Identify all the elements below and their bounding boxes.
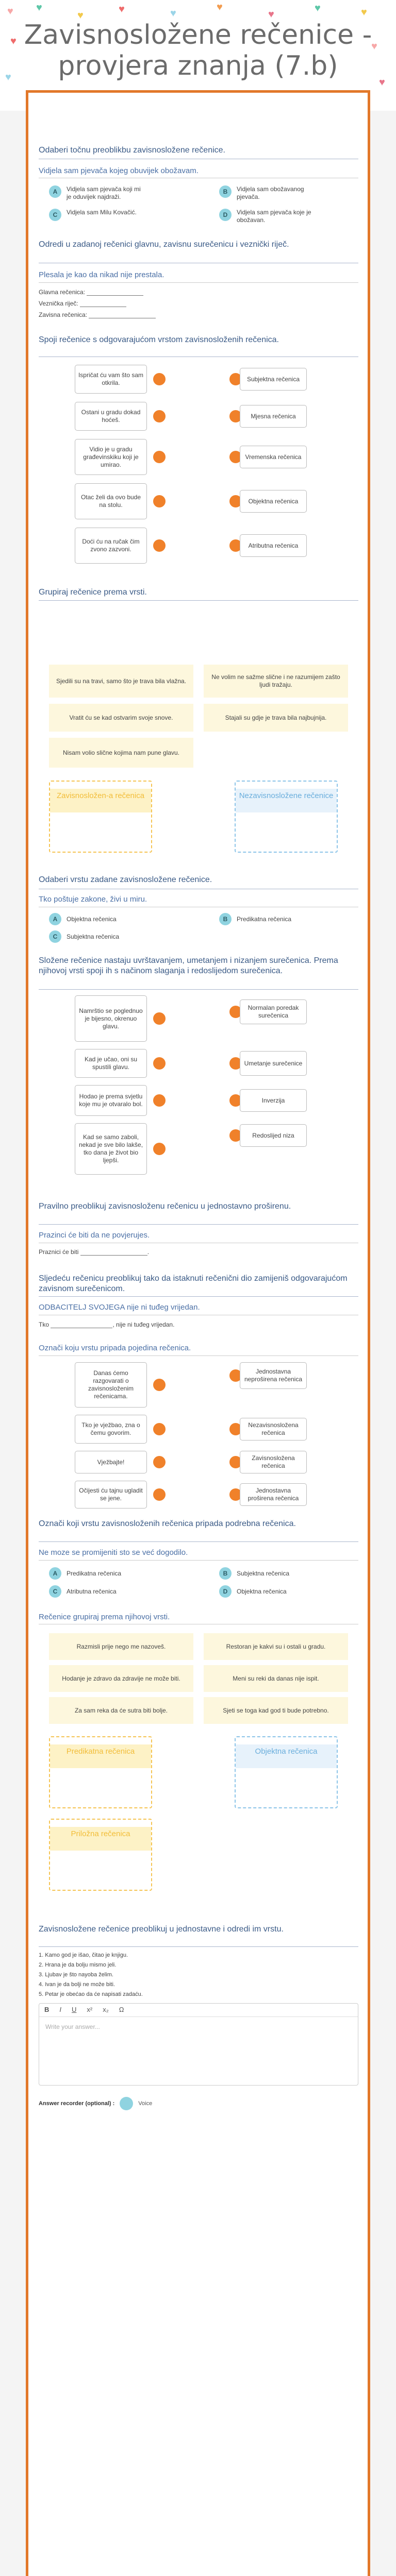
heart-icon: ♥	[268, 9, 274, 20]
match-right-item[interactable]: Atributna rečenica	[240, 534, 307, 557]
worksheet	[26, 90, 370, 2576]
option-letter: D	[219, 209, 232, 221]
match-handle[interactable]	[153, 1094, 166, 1107]
option-text: Vidjela sam pjevača koji mi je oduvijek najdraži.	[67, 185, 141, 200]
drop-zone-label: Nezavisnosloženе rečenice	[236, 789, 337, 812]
option-b[interactable]	[219, 913, 314, 925]
drop-zone-label: Priložna rečenica	[50, 1827, 151, 1851]
drop-zone[interactable]	[235, 781, 338, 853]
draggable-card[interactable]: Meni su reki da danas nije ispit.	[204, 1665, 348, 1692]
field-label: Praznici će biti	[39, 1248, 79, 1256]
bold-button[interactable]: B	[44, 2006, 50, 2013]
heart-icon: ♥	[217, 2, 223, 13]
option-text: Subjektna rečenica	[67, 933, 120, 940]
answer-line[interactable]	[87, 295, 143, 296]
divider	[39, 600, 358, 601]
question-sentence: Tko poštuje zakone, živi u miru.	[39, 895, 147, 904]
option-text: Vidjela sam pjevača koje je obožavan.	[237, 209, 311, 224]
field-label: Zavisna rečenica:	[39, 311, 88, 318]
sentence-line: 2. Hrana je da bolju mismo jeli.	[39, 1962, 117, 1968]
match-left-item[interactable]: Namrštio se poglednuo je bijesno, okrenuo glavu.	[75, 995, 147, 1042]
option-c[interactable]	[49, 930, 144, 943]
drop-zone[interactable]	[49, 1819, 152, 1891]
option-a[interactable]	[49, 913, 144, 925]
heart-icon: ♥	[379, 77, 385, 88]
question-title: Sljedeću rečenicu preoblikuj tako da istaknuti rečenični dio zamijeniš odgovarajućom zavisnom surečenicom.	[39, 1274, 348, 1293]
heart-icon: ♥	[36, 2, 42, 13]
drop-zone[interactable]	[49, 781, 152, 853]
sentence-line: 1. Kamo god je išao, čitao je knjigu.	[39, 1952, 128, 1958]
answer-line[interactable]	[80, 1255, 147, 1256]
heart-icon: ♥	[361, 7, 367, 18]
match-handle[interactable]	[153, 1012, 166, 1025]
match-left-item[interactable]: Danas ćemo razgovarati o zavisnosloženim rečenicama.	[75, 1362, 147, 1408]
divider	[39, 1296, 358, 1297]
match-right-item[interactable]: Objektna rečenica	[240, 490, 307, 513]
question-title: Pravilno preoblikuj zavisnosloženu rečenicu u jednostavno proširenu.	[39, 1202, 291, 1211]
match-right-item[interactable]: Redoslijed niza	[240, 1124, 307, 1147]
match-handle[interactable]	[153, 1379, 166, 1391]
match-left-item[interactable]: Hodao je prema svjetlu koje mu je otvaralo bol.	[75, 1085, 147, 1116]
match-left-item[interactable]: Vježbajte!	[75, 1451, 147, 1473]
option-c[interactable]	[49, 1585, 144, 1598]
question-title: Rečenice grupiraj prema njihovoj vrsti.	[39, 1613, 170, 1621]
drop-zone[interactable]	[235, 1736, 338, 1808]
match-left-item[interactable]: Kad je učao, oni su spustili glavu.	[75, 1049, 147, 1078]
divider	[39, 1355, 358, 1356]
match-left-item[interactable]: Očijesti ću tajnu ugladit se jene.	[75, 1481, 147, 1509]
conjunction-field[interactable]	[39, 300, 126, 307]
question-title: Grupiraj rečenice prema vrsti.	[39, 588, 147, 597]
option-text: Vidjela sam obožavanog pjevača.	[237, 185, 304, 200]
match-handle[interactable]	[153, 1488, 166, 1501]
option-text: Predikatna rečenica	[237, 915, 292, 923]
option-c[interactable]	[49, 209, 144, 221]
option-b[interactable]	[219, 185, 314, 201]
draggable-card[interactable]: Razmisli prije nego me nazoveš.	[49, 1633, 193, 1660]
drop-zone-label: Predikatna rečenica	[50, 1744, 151, 1768]
match-right-item[interactable]: Inverzija	[240, 1089, 307, 1112]
draggable-card[interactable]: Vratit ću se kad ostvarim svoje snove.	[49, 704, 193, 732]
heart-icon: ♥	[5, 72, 11, 83]
subscript-button[interactable]: x₂	[103, 2006, 109, 2013]
underline-button[interactable]: U	[72, 2006, 77, 2013]
question-title: Označi koji vrstu zavisnosloženih rečenica pripada podrebna rečenica.	[39, 1519, 296, 1528]
option-d[interactable]	[219, 1585, 314, 1598]
italic-button[interactable]: I	[59, 2006, 62, 2013]
match-handle[interactable]	[153, 1423, 166, 1435]
heart-icon: ♥	[7, 6, 13, 17]
match-right-item[interactable]: Normalan poredak surečenica	[240, 999, 307, 1024]
option-letter: B	[219, 185, 232, 198]
option-letter: C	[49, 1585, 61, 1598]
option-letter: C	[49, 209, 61, 221]
match-right-item[interactable]: Mjesna rečenica	[240, 405, 307, 428]
match-right-item[interactable]: Subjektna rečenica	[240, 368, 307, 391]
match-handle[interactable]	[153, 495, 166, 507]
field-label: Glavna rečenica:	[39, 289, 86, 296]
heart-icon: ♥	[371, 41, 377, 52]
sentence-line: 3. Ljubav je što nayoba želim.	[39, 1972, 113, 1978]
match-left-item[interactable]: Doći ću na ručak čim zvono zazvoni.	[75, 528, 147, 564]
field-suffix: , nije ni tuđeg vrijedan.	[112, 1321, 175, 1328]
divider	[39, 282, 358, 283]
drop-zone[interactable]	[49, 1736, 152, 1808]
sentence-line: 4. Ivan je da bolji ne može biti.	[39, 1981, 115, 1988]
heart-icon: ♥	[170, 8, 176, 19]
option-a[interactable]	[49, 185, 144, 201]
match-left-item[interactable]: Kad se samo zaboli, nekad je sve bilo lakše, tko dana je život bio ljepši.	[75, 1123, 147, 1175]
match-right-item[interactable]: Zavisnosložena rečenica	[240, 1451, 307, 1473]
draggable-card[interactable]: Nisam volio slične kojima nam pune glavu.	[49, 738, 193, 768]
option-d[interactable]	[219, 209, 314, 224]
superscript-button[interactable]: x²	[87, 2006, 93, 2013]
option-letter: A	[49, 1567, 61, 1580]
drop-zone-label: Objektna rečenica	[236, 1744, 337, 1768]
draggable-card[interactable]: Restoran je kakvi su i ostali u gradu.	[204, 1633, 348, 1660]
option-text: Objektna rečenica	[67, 915, 117, 923]
main-clause-field[interactable]	[39, 289, 143, 296]
draggable-card[interactable]: Stajali su gdje je trava bila najbujnija.	[204, 704, 348, 732]
field-label: Veznička riječ:	[39, 300, 78, 307]
question-sentence: Vidjela sam pjevača kojeg obuvijek obožavam.	[39, 166, 199, 175]
voice-label: Voice	[138, 2100, 153, 2107]
heart-icon: ♥	[119, 4, 125, 15]
match-handle[interactable]	[153, 1057, 166, 1070]
option-letter: B	[219, 1567, 232, 1580]
option-text: Objektna rečenica	[237, 1587, 287, 1595]
heart-icon: ♥	[77, 10, 84, 21]
divider	[39, 1560, 358, 1561]
match-handle[interactable]	[153, 1456, 166, 1468]
option-letter: B	[219, 913, 232, 925]
heart-icon: ♥	[315, 3, 321, 14]
draggable-card[interactable]: Ne volim ne sažme slične i ne razumijem zašto ljudi tražaju.	[204, 665, 348, 698]
match-right-item[interactable]: Nezavisnosložena rečenica	[240, 1418, 307, 1440]
answer-placeholder: Write your answer...	[45, 2023, 100, 2030]
microphone-icon[interactable]	[120, 2097, 133, 2110]
divider	[39, 1541, 358, 1542]
field-label: Tko	[39, 1321, 50, 1328]
option-letter: A	[49, 913, 61, 925]
option-text: Atributna rečenica	[67, 1587, 117, 1595]
question-title: Odaberi vrstu zadane zavisnosložene rečenice.	[39, 875, 212, 884]
draggable-card[interactable]: Sjeti se toga kad god ti bude potrebno.	[204, 1697, 348, 1724]
match-right-item[interactable]: Umetanje surečenice	[240, 1051, 307, 1076]
dependent-clause-field[interactable]	[39, 311, 156, 318]
match-left-item[interactable]: Ispričat ću vam što sam otkrila.	[75, 365, 147, 394]
option-b[interactable]	[219, 1567, 314, 1580]
match-left-item[interactable]: Vidio je u gradu građevinskiku koji je umirao.	[75, 439, 147, 475]
draggable-card[interactable]: Sjedili su na travi, samo što je trava bila vlažna.	[49, 665, 193, 698]
question-title: Označi koju vrstu pripada pojedina rečenica.	[39, 1344, 191, 1352]
option-letter: C	[49, 930, 61, 943]
special-char-button[interactable]: Ω	[119, 2006, 124, 2013]
match-left-item[interactable]: Ostani u gradu dokad hoćeš.	[75, 402, 147, 431]
question-title: Zavisnosložene rečenice preoblikuj u jednostavne i odredi im vrstu.	[39, 1925, 284, 1934]
question-sentence: ODBACITELJ SVOJEGA nije ni tuđeg vrijedan.	[39, 1303, 200, 1312]
question-sentence: Ne moze se promijeniti sto se već dogodilo.	[39, 1548, 188, 1557]
question-title: Odaberi točnu preoblikbu zavisnosložene rečenice.	[39, 146, 225, 155]
field-suffix: .	[147, 1248, 150, 1256]
option-text: Subjektna rečenica	[237, 1569, 290, 1577]
sentence-line: 5. Petar je obećao da će napisati zadaću.	[39, 1991, 143, 1997]
match-handle[interactable]	[153, 410, 166, 422]
question-title: Odredi u zadanoj rečenici glavnu, zavisnu surečenicu i veznički riječ.	[39, 240, 289, 249]
option-letter: D	[219, 1585, 232, 1598]
recorder-label: Answer recorder (optional) :	[39, 2100, 115, 2107]
question-title: Složene rečenice nastaju uvrštavanjem, umetanjem i nizanjem surečenica. Prema njihovoj vrsti spoji ih s načinom slaganja i redoslijedom surečenica.	[39, 956, 338, 975]
question-sentence: Prazinci će biti da ne povjerujes.	[39, 1231, 150, 1240]
match-handle[interactable]	[153, 451, 166, 463]
option-letter: A	[49, 185, 61, 198]
drop-zone-label: Zavisnosložen-a rečenica	[50, 789, 151, 812]
question-sentence: Plesala je kao da nikad nije prestala.	[39, 270, 164, 279]
option-a[interactable]	[49, 1567, 144, 1580]
option-text: Vidjela sam Milu Kovačić.	[67, 209, 137, 216]
answer-recorder	[39, 2097, 152, 2110]
match-right-item[interactable]: Jednostavna proširena rečenica	[240, 1483, 307, 1506]
rewrite-field[interactable]	[39, 1321, 174, 1328]
editor-toolbar	[39, 2004, 358, 2017]
match-left-item[interactable]: Tko je vježbao, zna o čemu govorim.	[75, 1415, 147, 1444]
match-right-item[interactable]: Vremenska rečenica	[240, 446, 307, 468]
divider	[39, 1224, 358, 1225]
match-handle[interactable]	[153, 373, 166, 385]
match-handle[interactable]	[153, 539, 166, 552]
match-handle[interactable]	[153, 1143, 166, 1155]
draggable-card[interactable]: Hodanje je zdravo da zdravije ne može biti.	[49, 1665, 193, 1692]
heart-icon: ♥	[10, 36, 16, 47]
match-right-item[interactable]: Jednostavna neproširena rečenica	[240, 1362, 307, 1389]
divider	[39, 1946, 358, 1947]
option-text: Predikatna rečenica	[67, 1569, 122, 1577]
answer-box[interactable]	[39, 2003, 358, 2086]
rewrite-field[interactable]	[39, 1248, 149, 1256]
page-title: Zavisnosložene rečenice - provjera znanja (7.b)	[24, 20, 372, 81]
question-title: Spoji rečenice s odgovarajućom vrstom zavisnosloženih rečenica.	[39, 335, 279, 344]
match-left-item[interactable]: Otac želi da ovo bude na stolu.	[75, 483, 147, 519]
divider	[39, 989, 358, 990]
draggable-card[interactable]: Za sam reka da će sutra biti bolje.	[49, 1697, 193, 1724]
